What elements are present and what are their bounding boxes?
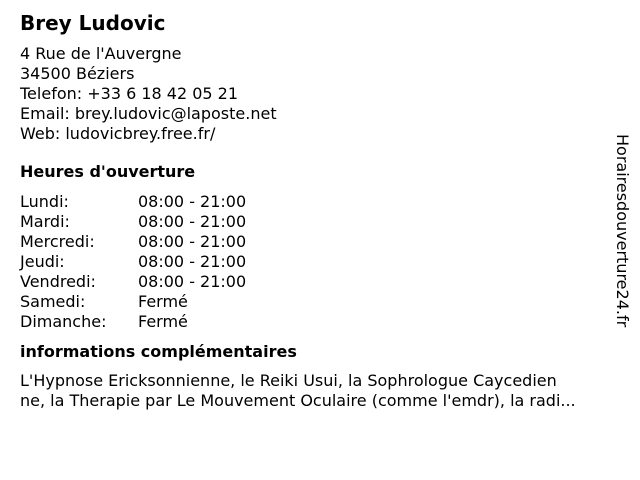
website: Web: ludovicbrey.free.fr/ [20, 124, 216, 143]
opening-hours-table [20, 192, 620, 332]
hours-row-saturday [20, 292, 620, 312]
business-card [20, 10, 620, 411]
opening-hours-title: Heures d'ouverture [20, 162, 196, 181]
info-line-1: L'Hypnose Ericksonnienne, le Reiki Usui, la Sophrologue Caycedien [20, 371, 557, 390]
site-watermark: Horairesdouverture24.fr [613, 134, 632, 328]
hours-row-wednesday [20, 232, 620, 252]
hours-row-tuesday [20, 212, 620, 232]
hours-row-monday [20, 192, 620, 212]
time-value: Fermé [138, 292, 188, 311]
time-value: Fermé [138, 312, 188, 331]
phone-number: Telefon: +33 6 18 42 05 21 [20, 84, 239, 103]
day-label: Jeudi: [20, 252, 65, 271]
hours-row-sunday [20, 312, 620, 332]
street-address: 4 Rue de l'Auvergne [20, 44, 182, 63]
additional-info-title: informations complémentaires [20, 342, 297, 361]
time-value: 08:00 - 21:00 [138, 272, 247, 291]
hours-row-thursday [20, 252, 620, 272]
business-name: Brey Ludovic [20, 11, 166, 35]
info-line-2: ne, la Therapie par Le Mouvement Oculaire (comme l'emdr), la radi... [20, 391, 576, 410]
day-label: Samedi: [20, 292, 86, 311]
time-value: 08:00 - 21:00 [138, 252, 247, 271]
email-address: Email: brey.ludovic@laposte.net [20, 104, 277, 123]
time-value: 08:00 - 21:00 [138, 212, 247, 231]
day-label: Vendredi: [20, 272, 96, 291]
additional-info-text [20, 371, 628, 411]
day-label: Mercredi: [20, 232, 95, 251]
day-label: Mardi: [20, 212, 70, 231]
day-label: Lundi: [20, 192, 69, 211]
time-value: 08:00 - 21:00 [138, 232, 247, 251]
day-label: Dimanche: [20, 312, 107, 331]
hours-row-friday [20, 272, 620, 292]
city-address: 34500 Béziers [20, 64, 135, 83]
time-value: 08:00 - 21:00 [138, 192, 247, 211]
